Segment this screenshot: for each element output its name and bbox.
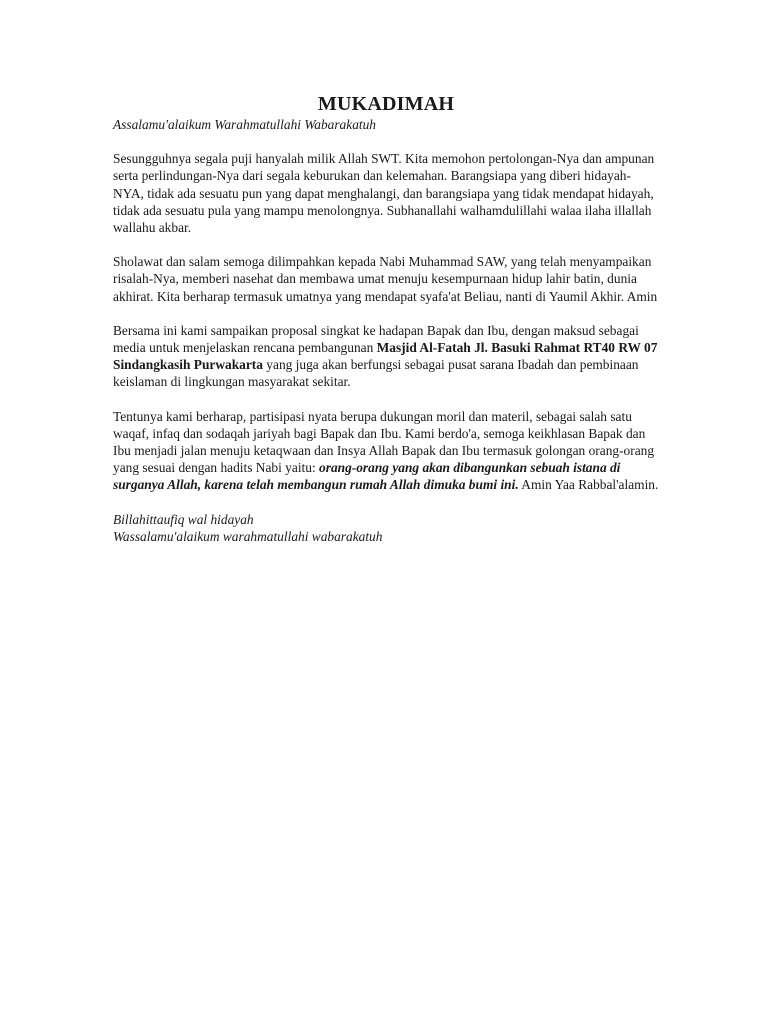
hadith-quote: orang-orang yang akan dibangunkan sebuah istana di surganya Allah, karena telah membangun rumah Allah dimuka bumi ini. <box>113 460 621 493</box>
opening-salam: Assalamu'alaikum Warahmatullahi Wabarakatuh <box>113 117 376 132</box>
closing-line-salam: Wassalamu'alaikum warahmatullahi wabarakatuh <box>113 528 383 544</box>
document-page <box>113 92 659 545</box>
paragraph-proposal-text-before: Bersama ini kami sampaikan proposal singkat ke hadapan Bapak dan Ibu, dengan maksud sebagai media untuk menjelaskan rencana pembangunan <box>113 322 639 356</box>
paragraph-proposal <box>113 322 659 391</box>
paragraph-sholawat: Sholawat dan salam semoga dilimpahkan kepada Nabi Muhammad SAW, yang telah menyampaikan risalah-Nya, memberi nasehat dan membawa umat menuju kesempurnaan hidup lahir batin, dunia akhirat. Kita berharap termasuk umatnya yang mendapat syafa'at Beliau, nanti di Yaumil Akhir. Amin <box>113 254 658 304</box>
closing-line-taufiq: Billahittaufiq wal hidayah <box>113 511 254 527</box>
paragraph-hope <box>113 408 659 494</box>
paragraph-hope-text-after: Amin Yaa Rabbal'alamin. <box>518 477 659 493</box>
mosque-name-address: Masjid Al-Fatah Jl. Basuki Rahmat RT40 RW 07 Sindangkasih Purwakarta <box>113 340 658 373</box>
paragraph-proposal-text-after: yang juga akan berfungsi sebagai pusat sarana Ibadah dan pembinaan keislaman di lingkungan masyarakat sekitar. <box>113 357 639 390</box>
closing-block <box>113 511 659 545</box>
paragraph-praise: Sesungguhnya segala puji hanyalah milik Allah SWT. Kita memohon pertolongan-Nya dan ampunan serta perlindungan-Nya dari segala keburukan dan kelemahan. Barangsiapa yang diberi hidayah-NYA, tidak ada sesuatu pun yang dapat menghalangi, dan barangsiapa yang tidak mendapat hidayah, tidak ada sesuatu pula yang mampu menolongnya. Subhanallahi walhamdulillahi walaa ilaha illallah wallahu akbar. <box>113 151 655 236</box>
document-title: MUKADIMAH <box>317 93 455 115</box>
paragraph-hope-text-before: Tentunya kami berharap, partisipasi nyata berupa dukungan moril dan materil, sebagai salah satu waqaf, infaq dan sodaqah jariyah bagi Bapak dan Ibu. Kami berdo'a, semoga keikhlasan Bapak dan Ibu menjadi jalan menuju ketaqwaan dan Insya Allah Bapak dan Ibu termasuk golongan orang-orang yang sesuai dengan hadits Nabi yaitu: <box>113 408 655 476</box>
